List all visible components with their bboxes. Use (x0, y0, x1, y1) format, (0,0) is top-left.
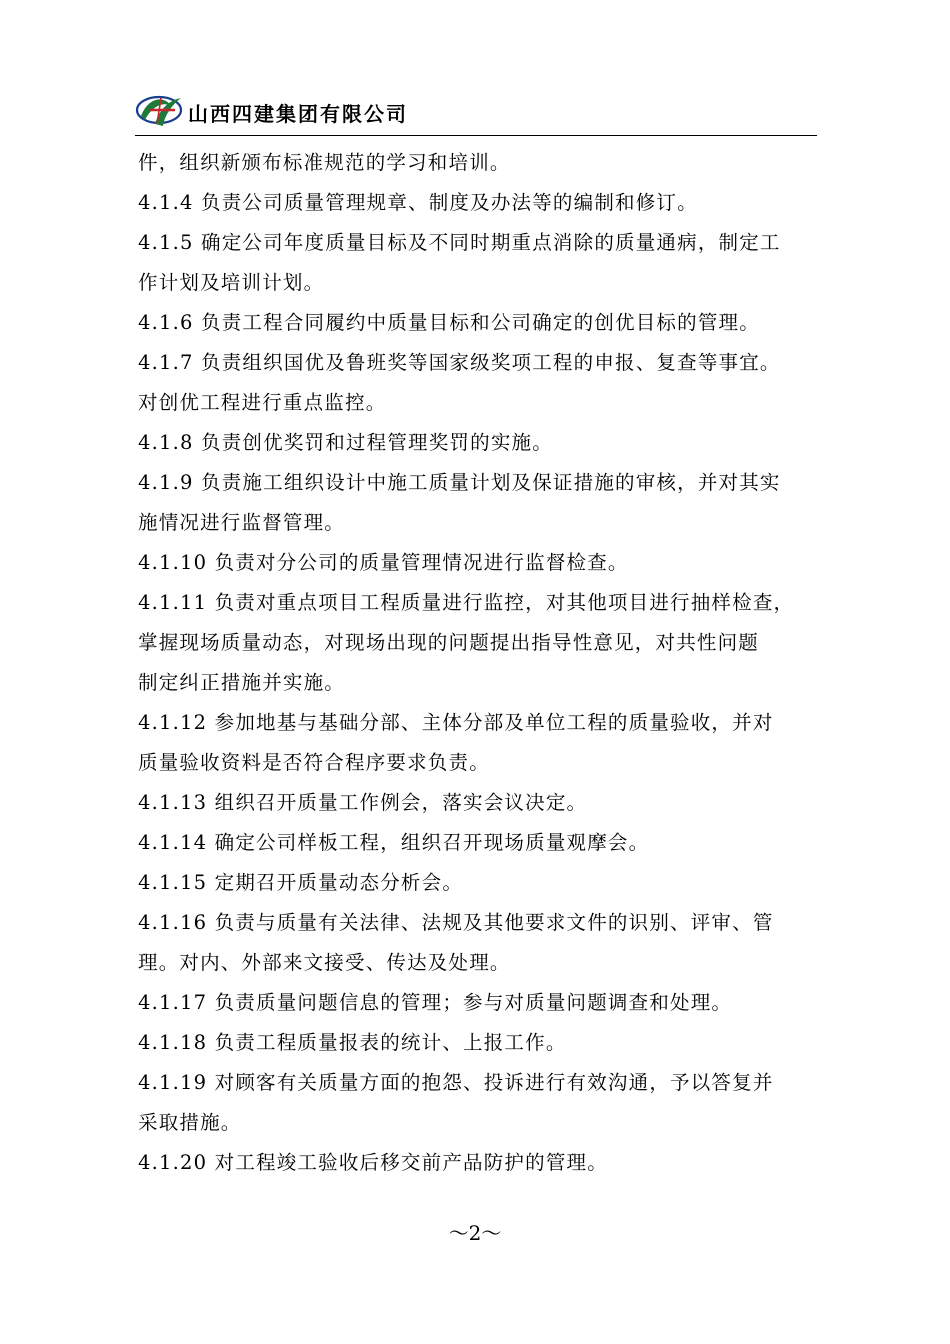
text-line: 4.1.9 负责施工组织设计中施工质量计划及保证措施的审核，并对其实 (138, 471, 781, 494)
text-line: 4.1.6 负责工程合同履约中质量目标和公司确定的创优目标的管理。 (138, 311, 760, 334)
text-line: 施情况进行监督管理。 (138, 511, 346, 534)
company-name: 山西四建集团有限公司 (188, 102, 408, 126)
text-line: 作计划及培训计划。 (138, 271, 325, 294)
text-line: 4.1.19 对顾客有关质量方面的抱怨、投诉进行有效沟通，予以答复并 (138, 1071, 774, 1094)
text-line: 4.1.4 负责公司质量管理规章、制度及办法等的编制和修订。 (138, 191, 698, 214)
text-line: 件，组织新颁布标准规范的学习和培训。 (138, 151, 511, 174)
text-line: 4.1.10 负责对分公司的质量管理情况进行监督检查。 (138, 551, 629, 574)
text-line: 4.1.11 负责对重点项目工程质量进行监控，对其他项目进行抽样检查， (138, 591, 795, 614)
text-line: 质量验收资料是否符合程序要求负责。 (138, 751, 490, 774)
text-line: 4.1.8 负责创优奖罚和过程管理奖罚的实施。 (138, 431, 553, 454)
text-line: 掌握现场质量动态，对现场出现的问题提出指导性意见，对共性问题 (138, 631, 760, 654)
text-line: 制定纠正措施并实施。 (138, 671, 346, 694)
page-number: ～2～ (448, 1221, 502, 1245)
header-divider (135, 135, 817, 136)
company-logo-icon (135, 90, 189, 130)
page-header (135, 86, 817, 136)
text-line: 4.1.14 确定公司样板工程，组织召开现场质量观摩会。 (138, 831, 650, 854)
text-line: 采取措施。 (138, 1111, 242, 1134)
text-line: 对创优工程进行重点监控。 (138, 391, 387, 414)
text-line: 4.1.16 负责与质量有关法律、法规及其他要求文件的识别、评审、管 (138, 911, 774, 934)
text-line: 4.1.15 定期召开质量动态分析会。 (138, 871, 464, 894)
text-line: 4.1.7 负责组织国优及鲁班奖等国家级奖项工程的申报、复查等事宜。 (138, 351, 781, 374)
text-line: 4.1.13 组织召开质量工作例会，落实会议决定。 (138, 791, 588, 814)
text-line: 理。对内、外部来文接受、传达及处理。 (138, 951, 511, 974)
text-line: 4.1.17 负责质量问题信息的管理；参与对质量问题调查和处理。 (138, 991, 733, 1014)
text-line: 4.1.12 参加地基与基础分部、主体分部及单位工程的质量验收，并对 (138, 711, 774, 734)
text-line: 4.1.18 负责工程质量报表的统计、上报工作。 (138, 1031, 567, 1054)
document-body (138, 143, 817, 1183)
text-line: 4.1.20 对工程竣工验收后移交前产品防护的管理。 (138, 1151, 608, 1174)
text-line: 4.1.5 确定公司年度质量目标及不同时期重点消除的质量通病，制定工 (138, 231, 781, 254)
